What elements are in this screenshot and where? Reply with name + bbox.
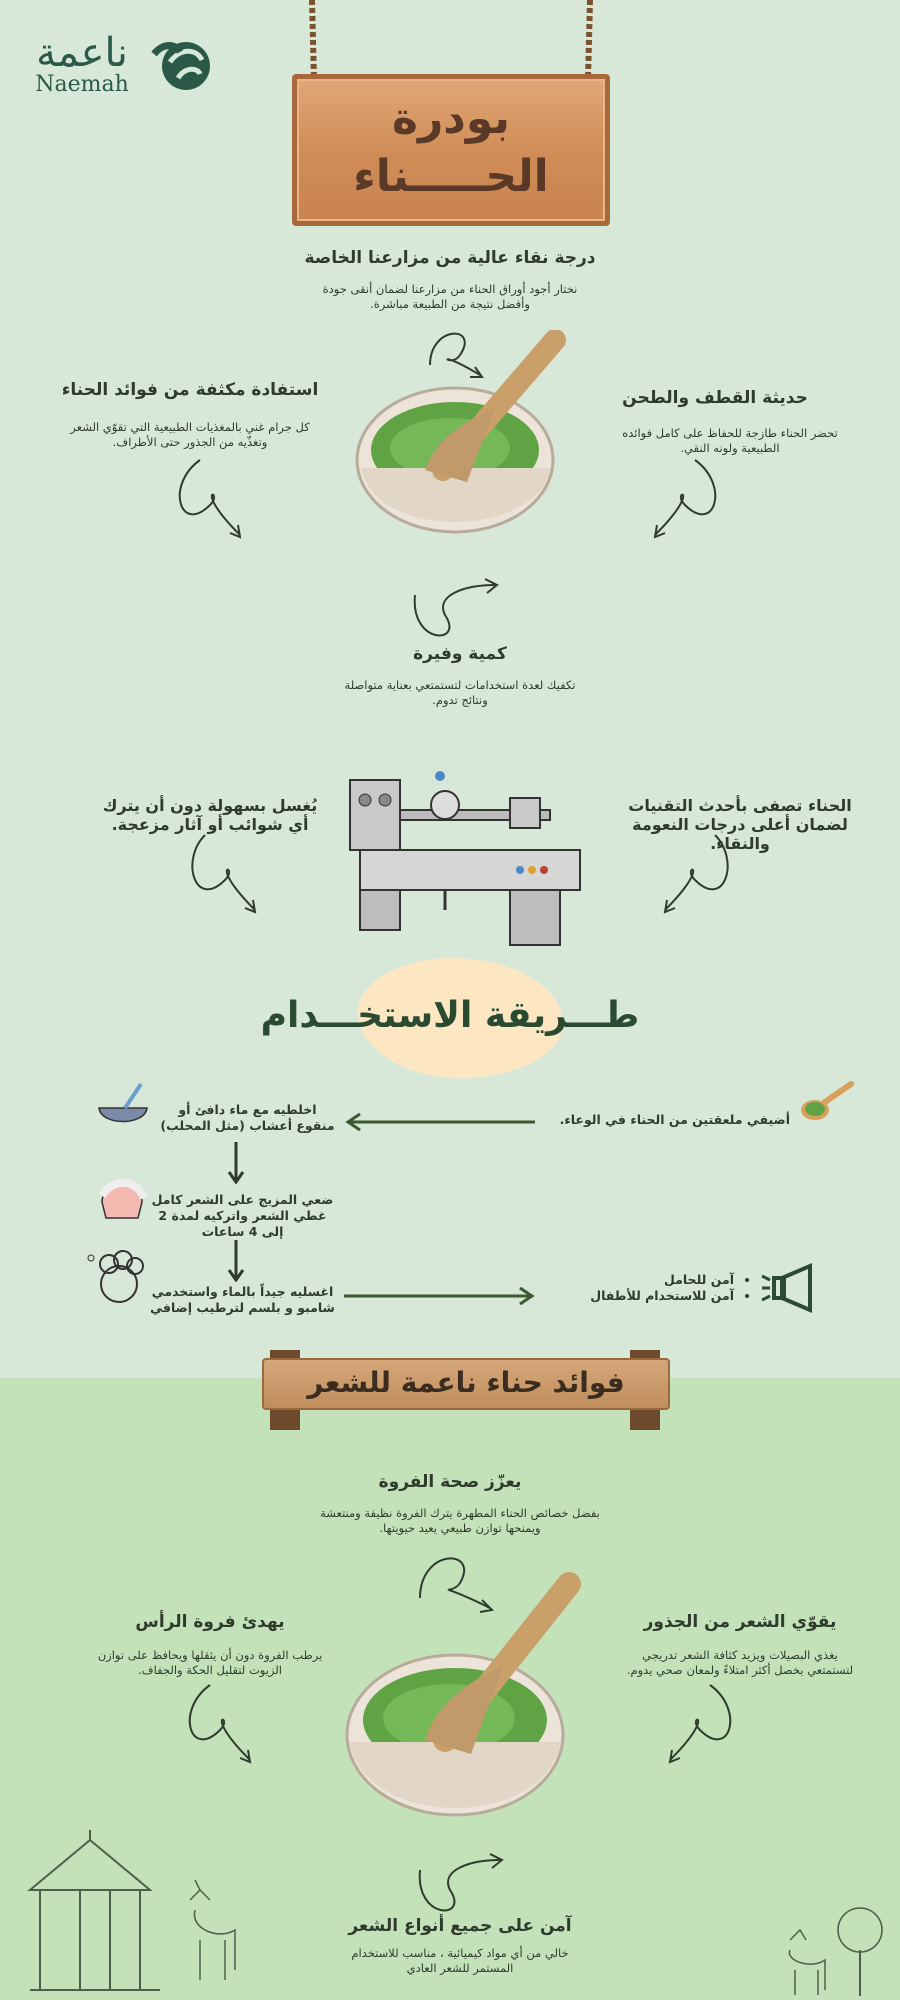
usage-step-2: اخلطيه مع ماء دافئ أو منقوع أعشاب (مثل المحلب) [160, 1102, 335, 1133]
arrow-left-icon [340, 1112, 540, 1132]
sign-title-line1: بودرة [392, 93, 510, 144]
gazebo-illustration [20, 1830, 250, 2000]
safety-notes [560, 1272, 750, 1304]
feature-right-title: حديثة القطف والطحن [622, 388, 808, 408]
megaphone-icon [760, 1262, 840, 1314]
usage-step-3: ضعي المزيج على الشعر كامل غطي الشعر واتركيه لمدة 2 إلى 4 ساعات [151, 1192, 334, 1239]
benefit-top-title: يعزّز صحة الفروة [378, 1472, 522, 1492]
benefit-left-body: يرطب الفروة دون أن يثقلها ويحافظ على توازن الزيوت لتقليل الحكة والجفاف. [97, 1648, 323, 1677]
brand-name-english: Naemah [35, 72, 129, 97]
curl-arrow-icon [185, 830, 265, 920]
benefit-right-body: يغذي البصيلات ويزيد كثافة الشعر تدريجي لتستمتعي بخصل أكثر امتلاءً ولمعان صحي يدوم. [626, 1648, 854, 1677]
machine-left-text: يُغسل بسهولة دون أن يترك أي شوائب أو آثار مزعجة. [102, 796, 318, 834]
feature-right-body: تحضر الحناء طازجة للحفاظ على كامل فوائده الطبيعية ولونه النقي. [622, 426, 838, 455]
curl-arrow-icon [410, 1850, 510, 1920]
curl-arrow-icon [180, 1680, 260, 1770]
usage-step-1: أضيفي ملعقتين من الحناء في الوعاء. [559, 1112, 790, 1127]
safety-note: • آمن للاستخدام للأطفال [560, 1288, 734, 1304]
curl-arrow-icon [645, 455, 725, 545]
milling-machine-image [340, 770, 590, 950]
curl-arrow-icon [420, 325, 500, 385]
feature-left-title: استفادة مكثفة من فوائد الحناء [61, 380, 319, 400]
benefit-right-title: يقوّي الشعر من الجذور [643, 1612, 837, 1632]
arrow-down-icon [226, 1240, 246, 1282]
benefits-banner-title: فوائد حناء ناعمة للشعر [307, 1366, 625, 1399]
feature-left-body: كل جرام غني بالمغذيات الطبيعية التي تقوّي الشعر وتغذّيه من الجذور حتى الأطراف. [70, 420, 310, 449]
hair-cap-icon [92, 1172, 152, 1232]
benefit-left-title: يهدئ فروة الرأس [135, 1612, 285, 1632]
curl-arrow-icon [655, 830, 735, 920]
arrow-right-icon [342, 1286, 538, 1306]
benefit-bottom-title: آمن على جميع أنواع الشعر [348, 1916, 572, 1936]
intro-body: نختار أجود أوراق الحناء من مزارعنا لضمان أنقى جودة وأفضل نتيجة من الطبيعة مباشرة. [322, 282, 578, 311]
deer-tree-illustration [770, 1900, 890, 2000]
product-sign [292, 74, 610, 226]
spoon-icon [795, 1080, 855, 1130]
curl-arrow-icon [405, 575, 505, 645]
safety-note: • آمن للحامل [560, 1272, 734, 1288]
brand-name-arabic: ناعمة [36, 30, 128, 76]
curl-arrow-icon [660, 1680, 740, 1770]
feature-bottom-title: كمية وفيرة [413, 644, 507, 664]
curl-arrow-icon [170, 455, 250, 545]
machine-right-text: الحناء تصفى بأحدث التقنيات لضمان أعلى درجات النعومة والنقاء. [628, 796, 852, 853]
benefit-top-body: بفضل خصائص الحناء المطهرة يترك الفروة نظيفة ومنتعشة ويمنحها توازن طبيعي يعيد حيويتها. [320, 1506, 600, 1535]
curl-arrow-icon [410, 1548, 510, 1618]
usage-heading: طـــريقة الاستخـــدام [260, 995, 640, 1036]
usage-step-4: اغسليه جيداً بالماء واستخدمي شامبو و بلسم لترطيب إضافي [150, 1284, 335, 1315]
brand-logo[interactable] [24, 30, 204, 100]
leaf-logo-icon [140, 34, 218, 96]
benefits-banner [262, 1358, 670, 1410]
benefit-bottom-body: خالي من أي مواد كيميائية ، مناسب للاستخدام المستمر للشعر العادي [351, 1946, 569, 1975]
intro-title: درجة نقاء عالية من مزارعنا الخاصة [304, 248, 596, 268]
washing-head-icon [85, 1248, 155, 1312]
feature-bottom-body: تكفيك لعدة استخدامات لتستمتعي بعناية متواصلة ونتائج تدوم. [344, 678, 576, 707]
sign-title-line2: الحـــــناء [353, 151, 549, 202]
mixing-bowl-icon [95, 1080, 151, 1136]
arrow-down-icon [226, 1142, 246, 1184]
